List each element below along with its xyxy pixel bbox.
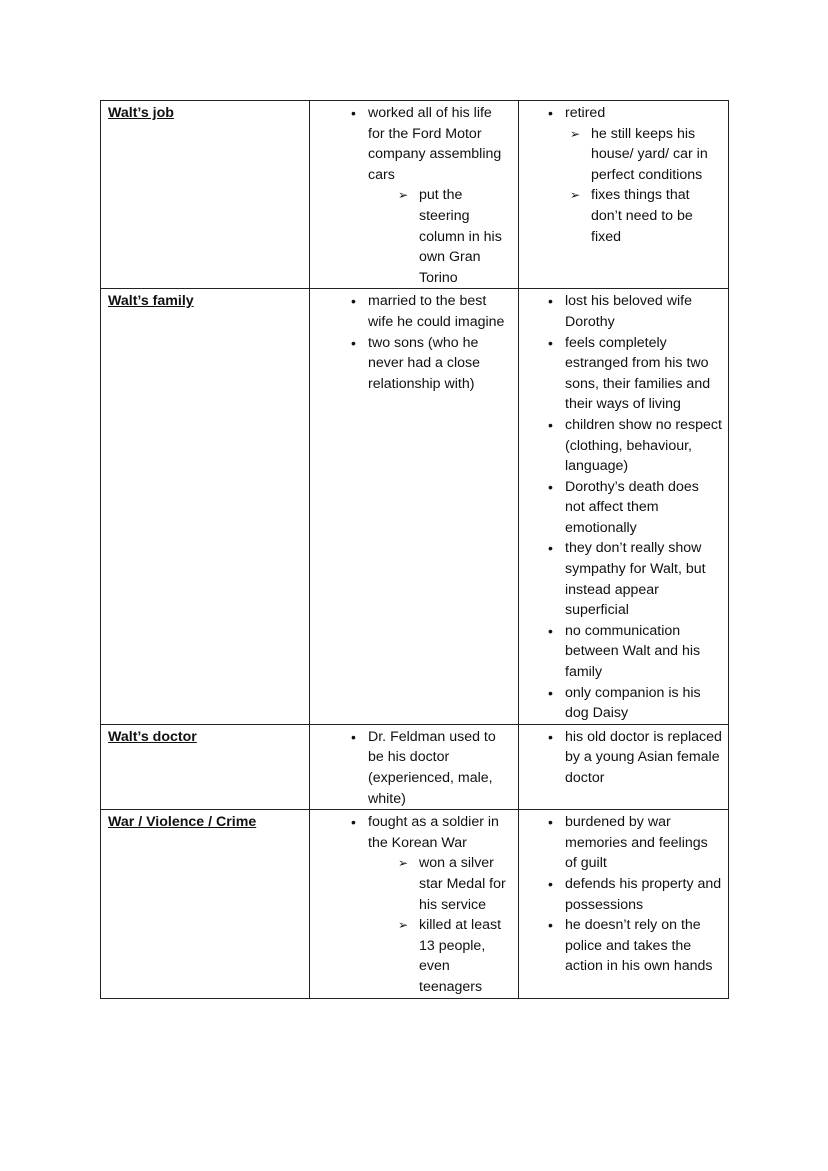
- table-body: [101, 101, 729, 999]
- list-item-text: Dr. Feldman used to be his doctor (experienced, male, white): [368, 728, 496, 807]
- list-item: [317, 333, 512, 395]
- topic-heading: Walt’s doctor: [108, 728, 197, 745]
- list-item: [514, 727, 722, 789]
- bullet-list: [317, 727, 512, 809]
- list-item-text: children show no respect (clothing, behaviour, language): [565, 416, 722, 475]
- bullet-list: [317, 291, 512, 394]
- list-item-text: feels completely estranged from his two sons, their families and their ways of living: [565, 334, 711, 413]
- topic-heading: Walt’s job: [108, 105, 174, 121]
- sub-list-item: ➢ killed at least 13 people, even teenagers: [393, 915, 512, 997]
- present-cell: [519, 724, 729, 809]
- list-item-text: no communication between Walt and his family: [565, 622, 701, 681]
- list-item: [317, 291, 512, 332]
- topic-cell: [101, 724, 310, 809]
- sub-list: [565, 124, 722, 248]
- sub-list-item: ➢ won a silver star Medal for his service: [393, 853, 512, 915]
- list-item: [514, 915, 722, 977]
- list-item: [317, 727, 512, 809]
- past-cell: [310, 289, 519, 724]
- list-item-text: two sons (who he never had a close relationship with): [368, 334, 480, 392]
- sub-list-item: ➢ he still keeps his house/ yard/ car in perfect conditions: [565, 124, 722, 186]
- past-cell: [310, 724, 519, 809]
- list-item: [514, 538, 722, 620]
- list-item: [317, 103, 512, 288]
- list-item-text: retired: [565, 105, 606, 121]
- topic-cell: [101, 101, 310, 289]
- list-item: [514, 103, 722, 247]
- present-cell: [519, 289, 729, 724]
- list-item: [514, 812, 722, 874]
- present-cell: [519, 101, 729, 289]
- list-item-text: worked all of his life for the Ford Motor company assembling cars: [368, 105, 502, 183]
- past-cell: [310, 101, 519, 289]
- list-item-text: he doesn’t rely on the police and takes the action in his own hands: [565, 917, 713, 975]
- topic-heading: War / Violence / Crime: [108, 814, 257, 831]
- bullet-list: [317, 103, 512, 288]
- sub-list-item: ➢ put the steering column in his own Gran Torino: [393, 185, 512, 288]
- topic-cell: [101, 810, 310, 998]
- table-row: [101, 101, 729, 289]
- list-item: [514, 621, 722, 683]
- bullet-list: [317, 812, 512, 997]
- bullet-list: [514, 812, 722, 977]
- bullet-list: [514, 103, 722, 247]
- list-item: [514, 874, 722, 915]
- sub-list: [393, 853, 512, 997]
- topic-heading: Walt’s family: [108, 293, 194, 310]
- table-row: [101, 810, 729, 998]
- list-item-text: defends his property and possessions: [565, 875, 722, 913]
- list-item-text: burdened by war memories and feelings of guilt: [565, 814, 708, 872]
- bullet-list: [514, 727, 722, 789]
- list-item: [514, 333, 722, 415]
- list-item-text: fought as a soldier in the Korean War: [368, 814, 499, 851]
- list-item-text: his old doctor is replaced by a young Asian female doctor: [565, 728, 722, 786]
- list-item-text: married to the best wife he could imagine: [368, 293, 505, 330]
- topic-cell: [101, 289, 310, 724]
- list-item: [514, 477, 722, 539]
- character-table: [100, 100, 729, 999]
- present-cell: [519, 810, 729, 998]
- list-item: [317, 812, 512, 997]
- sub-list-item: ➢ fixes things that don’t need to be fixed: [565, 185, 722, 247]
- sub-list: [393, 185, 512, 288]
- list-item-text: they don’t really show sympathy for Walt, but instead appear superficial: [565, 540, 706, 619]
- list-item: [514, 291, 722, 332]
- list-item-text: Dorothy’s death does not affect them emotionally: [565, 478, 699, 536]
- past-cell: [310, 810, 519, 998]
- bullet-list: [514, 291, 722, 723]
- list-item: [514, 683, 722, 724]
- list-item-text: lost his beloved wife Dorothy: [565, 293, 692, 330]
- list-item-text: only companion is his dog Daisy: [565, 684, 701, 722]
- table-row: [101, 724, 729, 809]
- list-item: [514, 415, 722, 477]
- table-row: [101, 289, 729, 724]
